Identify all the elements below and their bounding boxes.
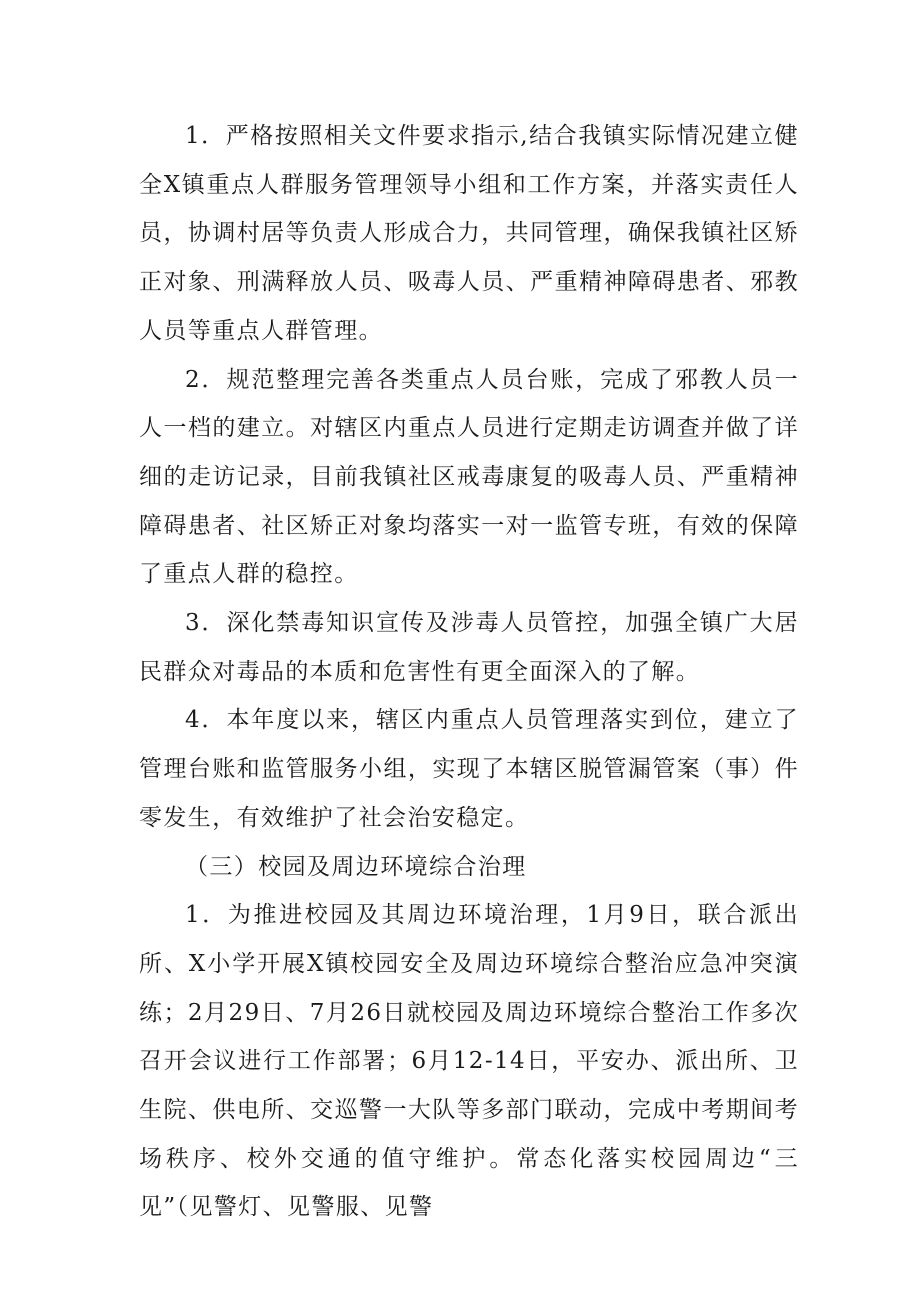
paragraph-2: 2．规范整理完善各类重点人员台账，完成了邪教人员一人一档的建立。对辖区内重点人员进行定期走访调查并做了详细的走访记录，目前我镇社区戒毒康复的吸毒人员、严重精神障碍患者、社区矫正对象均落实一对一监管专班，有效的保障了重点人群的稳控。 — [139, 366, 799, 588]
section-heading: （三）校园及周边环境综合治理 — [185, 853, 527, 880]
paragraph-4: 4．本年度以来，辖区内重点人员管理落实到位，建立了管理台账和监管服务小组，实现了本辖区脱管漏管案（事）件零发生，有效维护了社会治安稳定。 — [139, 707, 799, 831]
paragraph-section-1: 1．为推进校园及其周边环境治理，1月9日，联合派出所、X小学开展X镇校园安全及周边环境综合整治应急冲突演练；2月29日、7月26日就校园及周边环境综合整治工作多次召开会议进行工作部署；6月12-14日，平安办、派出所、卫生院、供电所、交巡警一大队等多部门联动，完成中考期间考场秩序、校外交通的值守维护。常态化落实校园周边“三见”（见警灯、见警服、见警 — [139, 902, 799, 1221]
paragraph-3: 3．深化禁毒知识宣传及涉毒人员管控，加强全镇广大居民群众对毒品的本质和危害性有更全面深入的了解。 — [139, 610, 799, 685]
paragraph-1: 1．严格按照相关文件要求指示,结合我镇实际情况建立健全X镇重点人群服务管理领导小组和工作方案，并落实责任人员，协调村居等负责人形成合力，共同管理，确保我镇社区矫正对象、刑满释放人员、吸毒人员、严重精神障碍患者、邪教人员等重点人群管理。 — [139, 123, 799, 344]
document-body — [139, 112, 799, 1232]
